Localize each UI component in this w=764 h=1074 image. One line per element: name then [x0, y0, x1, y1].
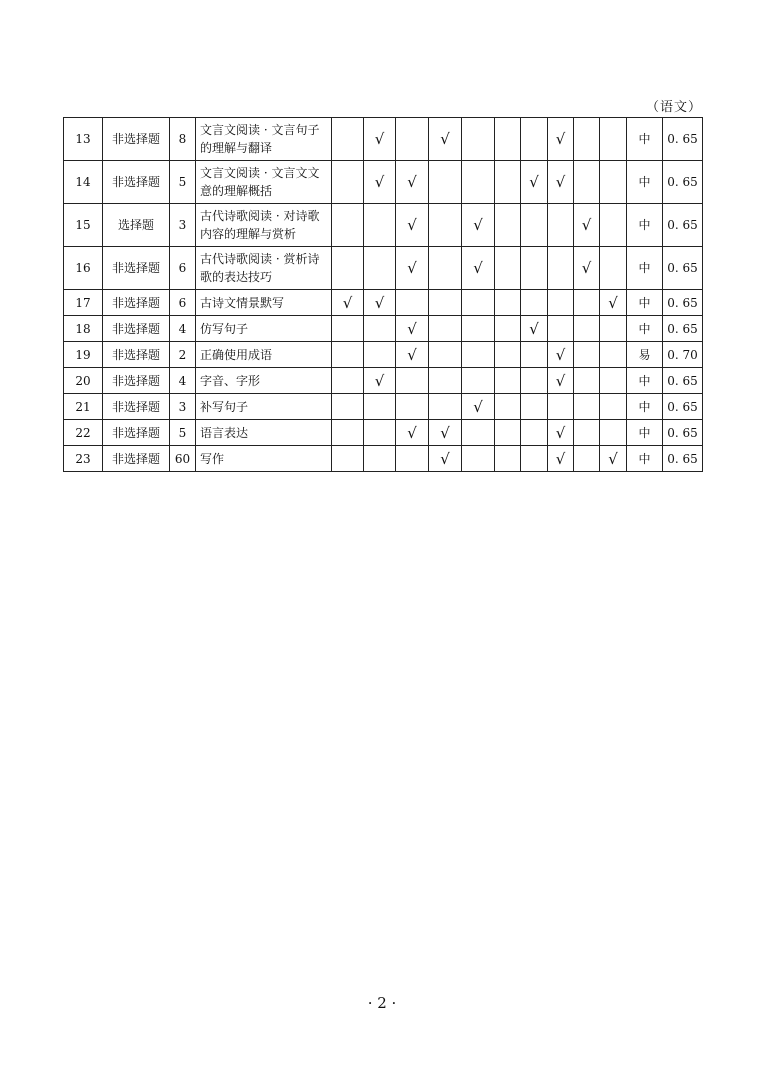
ability-cell-2 — [364, 204, 396, 247]
check-mark-icon: √ — [574, 204, 600, 247]
table-row — [64, 247, 703, 290]
score-cell: 3 — [170, 204, 196, 247]
ability-cell-3 — [396, 446, 429, 472]
content-cell: 古代诗歌阅读 · 赏析诗歌的表达技巧 — [196, 247, 332, 290]
check-mark-icon: √ — [521, 316, 548, 342]
content-cell: 古诗文情景默写 — [196, 290, 332, 316]
question-type-cell: 非选择题 — [103, 420, 170, 446]
content-cell: 写作 — [196, 446, 332, 472]
ability-cell-6 — [495, 204, 521, 247]
page-number: · 2 · — [367, 994, 397, 1012]
ability-cell-6 — [495, 118, 521, 161]
ability-cell-5 — [462, 118, 495, 161]
ability-cell-7 — [521, 420, 548, 446]
ability-cell-7 — [521, 342, 548, 368]
ability-cell-6 — [495, 342, 521, 368]
ability-cell-6 — [495, 394, 521, 420]
ability-cell-6 — [495, 446, 521, 472]
table-row — [64, 161, 703, 204]
ability-cell-2 — [364, 420, 396, 446]
table-row — [64, 394, 703, 420]
check-mark-icon: √ — [396, 316, 429, 342]
difficulty-cell: 中 — [627, 247, 663, 290]
question-number-cell: 14 — [64, 161, 103, 204]
score-cell: 6 — [170, 247, 196, 290]
check-mark-icon: √ — [429, 118, 462, 161]
ability-cell-5 — [462, 446, 495, 472]
ability-cell-3 — [396, 368, 429, 394]
ability-cell-1 — [332, 342, 364, 368]
ability-cell-7 — [521, 290, 548, 316]
question-number-cell: 21 — [64, 394, 103, 420]
question-number-cell: 16 — [64, 247, 103, 290]
difficulty-cell: 中 — [627, 204, 663, 247]
ability-cell-5 — [462, 368, 495, 394]
check-mark-icon: √ — [548, 342, 574, 368]
ability-cell-5 — [462, 342, 495, 368]
ability-cell-10 — [600, 368, 627, 394]
ability-cell-8 — [548, 247, 574, 290]
question-type-cell: 非选择题 — [103, 368, 170, 394]
question-number-cell: 13 — [64, 118, 103, 161]
ability-cell-9 — [574, 420, 600, 446]
difficulty-cell: 易 — [627, 342, 663, 368]
ability-cell-4 — [429, 342, 462, 368]
ability-cell-8 — [548, 204, 574, 247]
difficulty-cell: 中 — [627, 290, 663, 316]
table-row — [64, 446, 703, 472]
table-row — [64, 342, 703, 368]
exam-spec-table-body — [64, 118, 703, 472]
check-mark-icon: √ — [548, 446, 574, 472]
table-row — [64, 204, 703, 247]
ability-cell-5 — [462, 161, 495, 204]
ability-cell-6 — [495, 316, 521, 342]
ability-cell-4 — [429, 368, 462, 394]
ability-cell-8 — [548, 290, 574, 316]
question-type-cell: 非选择题 — [103, 247, 170, 290]
ability-cell-6 — [495, 290, 521, 316]
content-cell: 古代诗歌阅读 · 对诗歌内容的理解与赏析 — [196, 204, 332, 247]
ability-cell-6 — [495, 161, 521, 204]
question-number-cell: 22 — [64, 420, 103, 446]
question-number-cell: 19 — [64, 342, 103, 368]
question-number-cell: 18 — [64, 316, 103, 342]
ability-cell-8 — [548, 316, 574, 342]
check-mark-icon: √ — [396, 247, 429, 290]
check-mark-icon: √ — [396, 420, 429, 446]
difficulty-cell: 中 — [627, 118, 663, 161]
ability-cell-9 — [574, 316, 600, 342]
question-number-cell: 17 — [64, 290, 103, 316]
difficulty-cell: 中 — [627, 446, 663, 472]
table-row — [64, 316, 703, 342]
question-type-cell: 非选择题 — [103, 316, 170, 342]
ability-cell-3 — [396, 394, 429, 420]
question-number-cell: 15 — [64, 204, 103, 247]
table-row — [64, 420, 703, 446]
ability-cell-9 — [574, 446, 600, 472]
table-row — [64, 118, 703, 161]
question-number-cell: 20 — [64, 368, 103, 394]
ability-cell-5 — [462, 290, 495, 316]
ability-cell-10 — [600, 394, 627, 420]
ability-cell-10 — [600, 316, 627, 342]
difficulty-coefficient-cell: 0. 65 — [663, 420, 703, 446]
difficulty-coefficient-cell: 0. 65 — [663, 118, 703, 161]
ability-cell-6 — [495, 247, 521, 290]
ability-cell-9 — [574, 161, 600, 204]
content-cell: 补写句子 — [196, 394, 332, 420]
ability-cell-2 — [364, 316, 396, 342]
table-row — [64, 290, 703, 316]
check-mark-icon: √ — [364, 118, 396, 161]
ability-cell-5 — [462, 420, 495, 446]
ability-cell-4 — [429, 316, 462, 342]
check-mark-icon: √ — [600, 446, 627, 472]
ability-cell-4 — [429, 394, 462, 420]
difficulty-cell: 中 — [627, 161, 663, 204]
table-row — [64, 368, 703, 394]
ability-cell-7 — [521, 118, 548, 161]
score-cell: 8 — [170, 118, 196, 161]
score-cell: 60 — [170, 446, 196, 472]
ability-cell-1 — [332, 204, 364, 247]
ability-cell-10 — [600, 247, 627, 290]
ability-cell-6 — [495, 368, 521, 394]
ability-cell-6 — [495, 420, 521, 446]
ability-cell-1 — [332, 118, 364, 161]
subject-label: （语文） — [645, 100, 702, 115]
ability-cell-1 — [332, 394, 364, 420]
ability-cell-1 — [332, 247, 364, 290]
question-number-cell: 23 — [64, 446, 103, 472]
difficulty-coefficient-cell: 0. 65 — [663, 290, 703, 316]
ability-cell-7 — [521, 247, 548, 290]
score-cell: 4 — [170, 368, 196, 394]
question-type-cell: 非选择题 — [103, 342, 170, 368]
content-cell: 文言文阅读 · 文言句子的理解与翻译 — [196, 118, 332, 161]
ability-cell-1 — [332, 420, 364, 446]
ability-cell-10 — [600, 204, 627, 247]
ability-cell-10 — [600, 342, 627, 368]
ability-cell-4 — [429, 204, 462, 247]
ability-cell-7 — [521, 446, 548, 472]
content-cell: 字音、字形 — [196, 368, 332, 394]
difficulty-coefficient-cell: 0. 65 — [663, 394, 703, 420]
question-type-cell: 非选择题 — [103, 446, 170, 472]
ability-cell-8 — [548, 394, 574, 420]
ability-cell-10 — [600, 420, 627, 446]
score-cell: 3 — [170, 394, 196, 420]
ability-cell-2 — [364, 394, 396, 420]
check-mark-icon: √ — [396, 342, 429, 368]
ability-cell-10 — [600, 118, 627, 161]
ability-cell-4 — [429, 247, 462, 290]
ability-cell-1 — [332, 368, 364, 394]
question-type-cell: 选择题 — [103, 204, 170, 247]
question-type-cell: 非选择题 — [103, 118, 170, 161]
check-mark-icon: √ — [332, 290, 364, 316]
check-mark-icon: √ — [462, 247, 495, 290]
check-mark-icon: √ — [548, 118, 574, 161]
ability-cell-9 — [574, 394, 600, 420]
check-mark-icon: √ — [364, 368, 396, 394]
ability-cell-1 — [332, 316, 364, 342]
check-mark-icon: √ — [548, 161, 574, 204]
difficulty-cell: 中 — [627, 368, 663, 394]
ability-cell-2 — [364, 342, 396, 368]
content-cell: 语言表达 — [196, 420, 332, 446]
exam-spec-table — [63, 117, 703, 472]
check-mark-icon: √ — [396, 204, 429, 247]
check-mark-icon: √ — [396, 161, 429, 204]
question-type-cell: 非选择题 — [103, 394, 170, 420]
ability-cell-7 — [521, 204, 548, 247]
difficulty-cell: 中 — [627, 316, 663, 342]
difficulty-coefficient-cell: 0. 65 — [663, 161, 703, 204]
question-type-cell: 非选择题 — [103, 161, 170, 204]
ability-cell-9 — [574, 290, 600, 316]
difficulty-cell: 中 — [627, 394, 663, 420]
score-cell: 5 — [170, 420, 196, 446]
difficulty-coefficient-cell: 0. 65 — [663, 247, 703, 290]
difficulty-cell: 中 — [627, 420, 663, 446]
check-mark-icon: √ — [462, 204, 495, 247]
check-mark-icon: √ — [364, 161, 396, 204]
ability-cell-2 — [364, 247, 396, 290]
difficulty-coefficient-cell: 0. 65 — [663, 446, 703, 472]
check-mark-icon: √ — [429, 420, 462, 446]
ability-cell-3 — [396, 118, 429, 161]
content-cell: 仿写句子 — [196, 316, 332, 342]
check-mark-icon: √ — [574, 247, 600, 290]
difficulty-coefficient-cell: 0. 70 — [663, 342, 703, 368]
ability-cell-1 — [332, 446, 364, 472]
ability-cell-9 — [574, 342, 600, 368]
difficulty-coefficient-cell: 0. 65 — [663, 316, 703, 342]
ability-cell-9 — [574, 118, 600, 161]
check-mark-icon: √ — [364, 290, 396, 316]
ability-cell-1 — [332, 161, 364, 204]
ability-cell-7 — [521, 394, 548, 420]
score-cell: 2 — [170, 342, 196, 368]
content-cell: 文言文阅读 · 文言文文意的理解概括 — [196, 161, 332, 204]
check-mark-icon: √ — [548, 368, 574, 394]
score-cell: 4 — [170, 316, 196, 342]
ability-cell-4 — [429, 161, 462, 204]
content-cell: 正确使用成语 — [196, 342, 332, 368]
question-type-cell: 非选择题 — [103, 290, 170, 316]
ability-cell-2 — [364, 446, 396, 472]
check-mark-icon: √ — [600, 290, 627, 316]
difficulty-coefficient-cell: 0. 65 — [663, 368, 703, 394]
ability-cell-4 — [429, 290, 462, 316]
ability-cell-7 — [521, 368, 548, 394]
check-mark-icon: √ — [462, 394, 495, 420]
score-cell: 6 — [170, 290, 196, 316]
ability-cell-10 — [600, 161, 627, 204]
ability-cell-3 — [396, 290, 429, 316]
check-mark-icon: √ — [548, 420, 574, 446]
ability-cell-9 — [574, 368, 600, 394]
ability-cell-5 — [462, 316, 495, 342]
score-cell: 5 — [170, 161, 196, 204]
difficulty-coefficient-cell: 0. 65 — [663, 204, 703, 247]
check-mark-icon: √ — [521, 161, 548, 204]
check-mark-icon: √ — [429, 446, 462, 472]
